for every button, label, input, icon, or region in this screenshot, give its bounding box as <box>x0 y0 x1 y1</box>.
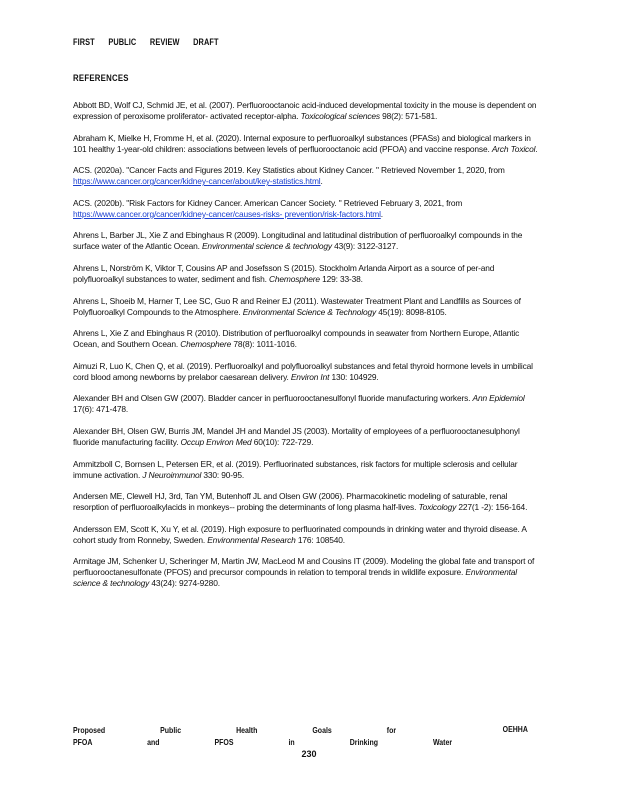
reference-text: Alexander BH, Olsen GW, Burris JM, Mandel JH and Mandel JS (2003). Mortality of employees of a perfluorooctanesulphonyl fluoride manufacturing facility. <box>73 425 520 447</box>
reference-citation: 227(1 -2): 156-164. <box>456 502 528 513</box>
reference-citation: 45(19): 8098-8105. <box>376 306 447 317</box>
reference-journal: Occup Environ Med <box>180 436 252 447</box>
reference-entry <box>73 491 545 513</box>
reference-journal: Environmental science & technology <box>202 241 332 252</box>
reference-entry <box>73 100 545 122</box>
reference-journal: J Neuroimmunol <box>142 469 202 480</box>
reference-entry <box>73 361 545 383</box>
footer-organization: OEHHA <box>502 724 528 734</box>
reference-citation: 43(24): 9274-9280. <box>149 578 220 589</box>
reference-journal: Ann Epidemiol <box>472 393 525 404</box>
reference-list <box>73 100 545 600</box>
reference-citation: 17(6): 471-478. <box>73 404 129 415</box>
page-number: 230 <box>301 749 317 759</box>
reference-text: Ammitzboll C, Bornsen L, Petersen ER, et al. (2019). Perfluorinated substances, risk factors for multiple sclerosis and cellular immune activation. <box>73 458 518 480</box>
reference-citation: 129: 33-38. <box>319 273 363 284</box>
reference-text: Andersen ME, Clewell HJ, 3rd, Tan YM, Butenhoff JL and Olsen GW (2006). Pharmacokinetic modeling of saturable, renal resorption of perfluoroalkylacids in monkeys-- probing the determinants of long plasma half-lives. <box>73 491 508 513</box>
reference-text: Ahrens L, Shoeib M, Harner T, Lee SC, Guo R and Reiner EJ (2011). Wastewater Treatment Plant and Landfills as Sources of Polyfluoroalkyl Compounds to the Atmosphere. <box>73 295 521 317</box>
reference-text: Ahrens L, Norström K, Viktor T, Cousins AP and Josefsson S (2015). Stockholm Arlanda Airport as a source of per-and polyfluoroalkyl substances to water, sediment and fish. <box>73 262 495 284</box>
reference-text: Aimuzi R, Luo K, Chen Q, et al. (2019). Perfluoroalkyl and polyfluoroalkyl substances and fetal thyroid hormone levels in umbilical cord blood among newborns by prelabor caesarean delivery. <box>73 360 533 382</box>
reference-journal: Environmental science & technology <box>73 567 517 589</box>
reference-text: Abbott BD, Wolf CJ, Schmid JE, et al. (2007). Perfluorooctanoic acid-induced developmental toxicity in the mouse is dependent on expression of peroxisome proliferator- activated receptor-alpha. <box>73 100 537 121</box>
reference-entry <box>73 328 545 350</box>
reference-entry <box>73 263 545 285</box>
reference-journal: Chemosphere <box>180 339 232 350</box>
reference-text: ACS. (2020a). "Cancer Facts and Figures 2019. Key Statistics about Kidney Cancer. " Retrieved November 1, 2020, from <box>73 165 505 176</box>
reference-journal: Arch Toxicol <box>491 143 536 154</box>
reference-citation: 98(2): 571-581. <box>379 111 438 121</box>
reference-text: Ahrens L, Xie Z and Ebinghaus R (2010). Distribution of perfluoroalkyl compounds in seawater from Northern Europe, Atlantic Ocean, and Southern Ocean. <box>73 328 520 350</box>
reference-entry <box>73 296 545 318</box>
reference-journal: Chemosphere <box>268 273 320 284</box>
reference-entry <box>73 198 545 220</box>
reference-entry <box>73 230 545 252</box>
reference-link[interactable]: https://www.cancer.org/cancer/kidney-cancer/about/key-statistics.html <box>73 176 321 187</box>
reference-link[interactable]: https://www.cancer.org/cancer/kidney-cancer/causes-risks- prevention/risk-factors.html <box>73 208 381 219</box>
reference-journal: Toxicological sciences <box>300 111 380 121</box>
footer-title-line-2: PFOA and PFOS in Drinking Water <box>73 737 453 747</box>
reference-citation: 60(10): 722-729. <box>251 436 314 447</box>
reference-tail: . <box>380 208 383 219</box>
reference-entry <box>73 459 545 481</box>
reference-journal: Toxicology <box>418 502 457 513</box>
reference-entry <box>73 524 545 546</box>
reference-citation: 130: 104929. <box>329 371 379 382</box>
reference-text: Armitage JM, Schenker U, Scheringer M, Martin JW, MacLeod M and Cousins IT (2009). Modeling the global fate and transport of perfluorooctanesulfonate (PFOS) and precursor compounds in relation to temporal trends in wildlife exposure. <box>73 556 535 578</box>
reference-entry <box>73 133 545 155</box>
reference-text: Alexander BH and Olsen GW (2007). Bladder cancer in perfluorooctanesulfonyl fluoride manufacturing workers. <box>73 393 473 404</box>
reference-journal: Environmental Research <box>207 534 296 545</box>
reference-text: ACS. (2020b). "Risk Factors for Kidney Cancer. American Cancer Society. " Retrieved February 3, 2021, from <box>73 197 463 208</box>
footer-title-line-1: Proposed Public Health Goals for <box>73 725 397 735</box>
reference-tail: . <box>320 176 323 187</box>
draft-header: FIRST PUBLIC REVIEW DRAFT <box>73 37 219 47</box>
reference-citation: . <box>535 143 538 154</box>
reference-text: Andersson EM, Scott K, Xu Y, et al. (2019). High exposure to perfluorinated compounds in drinking water and thyroid disease. A cohort study from Ronneby, Sweden. <box>73 523 527 545</box>
reference-citation: 78(8): 1011-1016. <box>231 339 297 350</box>
reference-entry <box>73 165 545 187</box>
reference-text: Ahrens L, Barber JL, Xie Z and Ebinghaus R (2009). Longitudinal and latitudinal distribution of perfluoroalkyl compounds in the surface water of the Atlantic Ocean. <box>73 230 523 252</box>
reference-citation: 43(9): 3122-3127. <box>331 241 399 252</box>
reference-citation: 330: 90-95. <box>201 469 245 480</box>
reference-entry <box>73 426 545 448</box>
reference-text: Abraham K, Mielke H, Fromme H, et al. (2020). Internal exposure to perfluoroalkyl substances (PFASs) and biological markers in 101 healthy 1-year-old children: associations between levels of perfluorooctanoic acid (PFOA) and vaccine response. <box>73 132 531 154</box>
reference-citation: 176: 108540. <box>295 534 345 545</box>
reference-entry <box>73 393 545 415</box>
section-title: REFERENCES <box>73 73 129 84</box>
footer-document-title <box>73 724 452 748</box>
reference-journal: Environmental Science & Technology <box>242 306 377 317</box>
reference-journal: Environ Int <box>290 371 330 382</box>
reference-entry <box>73 556 545 589</box>
